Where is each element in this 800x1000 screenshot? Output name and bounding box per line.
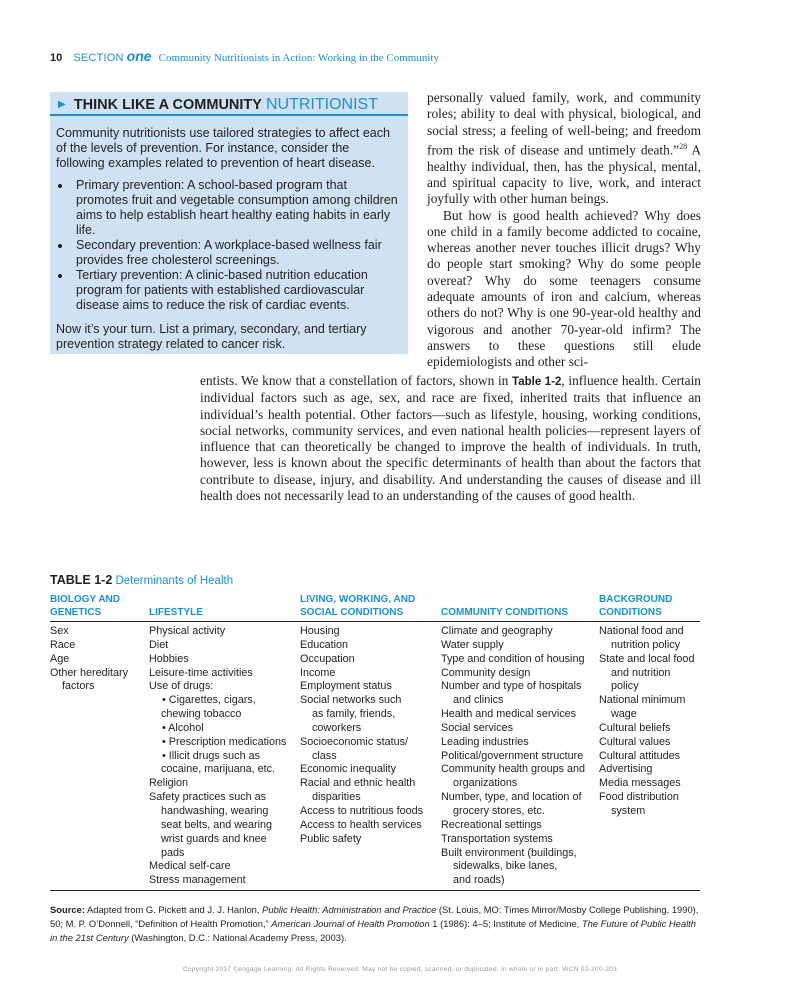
table-header-row (50, 591, 700, 622)
table-cell-line: Other hereditary (50, 666, 129, 679)
table-cell-line: Religion (149, 777, 189, 790)
think-like-box (50, 92, 408, 354)
source-label: Source: (50, 904, 85, 915)
table-cell-line: Transportation systems (441, 832, 553, 845)
box-bullet: • Secondary prevention: A workplace-based wellness fair provides free cholesterol screenings. (72, 238, 400, 268)
table-cell-line: Housing (300, 625, 340, 637)
table-cell-line: Cultural values (599, 735, 671, 748)
table-cell-line: grocery stores, etc. (453, 804, 545, 817)
table-cell-line: handwashing, wearing (161, 804, 269, 817)
table-cell-line: chewing tobacco (161, 708, 242, 721)
header-line: BIOLOGY AND (50, 594, 121, 605)
table-number: TABLE 1-2 (50, 573, 113, 587)
table-cell-line: Built environment (buildings, (441, 846, 577, 859)
table-cell-line: • Alcohol (162, 721, 204, 734)
table-cell-line: seat belts, and wearing (161, 818, 273, 831)
table-cell-line: Hobbies (149, 652, 189, 665)
table-cell-line: Cultural beliefs (599, 721, 671, 734)
table-cell-line: National food and (599, 625, 684, 637)
table-cell-line: Physical activity (149, 625, 226, 637)
table-cell-line: Access to nutritious foods (300, 804, 424, 817)
box-intro: Community nutritionists use tailored strategies to affect each of the levels of prevention. For instance, consider the following examples related to prevention of heart disease. (56, 126, 390, 170)
table-cell-line: nutrition policy (611, 638, 681, 651)
table-cell-line: Education (300, 638, 349, 651)
paragraph-4 (200, 373, 701, 504)
table-column (149, 625, 300, 888)
table-cell-line: Diet (149, 638, 169, 651)
footnote-ref: 28 (679, 141, 688, 151)
source-text: (St. Louis, MO: Times Mirror/Mosby College Publishing, 1990), 50; M. P. O’Donnell, “Definition of Health Promotion,” (50, 904, 699, 929)
table-cell-line: Water supply (441, 638, 504, 651)
source-title: American Journal of Health Promotion (271, 918, 430, 929)
table-cell-line: Social networks such (300, 694, 402, 707)
table-cell-line: and roads) (453, 874, 505, 887)
box-bullet-list (56, 178, 400, 313)
header-line: SOCIAL CONDITIONS (300, 607, 404, 618)
table-cell-line: Food distribution (599, 791, 679, 804)
table-cell-line: National minimum (599, 694, 686, 707)
table-caption (50, 573, 700, 587)
paragraph-1 (427, 90, 701, 208)
table-cell-line: Race (50, 638, 76, 651)
table-cell-line: wage (611, 708, 637, 721)
table-cell-line: State and local food (599, 652, 695, 665)
table-cell-line: Leading industries (441, 735, 529, 748)
table-cell-line: coworkers (312, 721, 362, 734)
table-cell-line: pads (161, 846, 185, 859)
box-title-bold: THINK LIKE A COMMUNITY (73, 97, 262, 113)
box-closing: Now it’s your turn. List a primary, secondary, and tertiary prevention strategy related to cancer risk. (56, 322, 367, 351)
table-cell-line: • Prescription medications (162, 735, 287, 748)
triangle-bullet-icon: ▶ (58, 99, 66, 110)
table-cell-line: wrist guards and knee (161, 832, 267, 845)
table-cell-line: Public safety (300, 832, 362, 845)
box-body (50, 116, 408, 352)
table-cell-line: Recreational settings (441, 818, 542, 831)
source-title: The Future of Public Health in the 21st Century (50, 918, 696, 943)
source-text: (Washington, D.C.: National Academy Press, 2003). (128, 932, 347, 943)
table-column (50, 625, 149, 888)
table-cell-line: Number, type, and location of (441, 791, 582, 804)
table-cell-line: class (312, 749, 337, 762)
header-line: GENETICS (50, 607, 102, 618)
table-cell-line: and nutrition (611, 666, 671, 679)
table-cell-line: Age (50, 652, 70, 665)
column-header (50, 593, 149, 619)
chapter-title: Community Nutritionists in Action: Working in the Community (158, 52, 439, 64)
table-cell-line: as family, friends, (312, 708, 396, 721)
table-cell-line: Occupation (300, 652, 355, 665)
table-cell-line: Number and type of hospitals (441, 680, 582, 693)
table-column (599, 625, 700, 888)
header-line: COMMUNITY CONDITIONS (441, 607, 569, 618)
box-title-light: NUTRITIONIST (265, 96, 378, 113)
body-text-wide (200, 373, 701, 504)
table-body (50, 622, 700, 891)
source-text: 1 (1986): 4–5; Institute of Medicine, (429, 918, 582, 929)
column-header (149, 606, 300, 619)
table-cell-line: • Cigarettes, cigars, (162, 694, 256, 707)
running-header (50, 48, 439, 64)
header-line: BACKGROUND (599, 594, 673, 605)
table-cell-line: Stress management (149, 874, 246, 887)
table-cell-line: and clinics (453, 694, 504, 707)
box-bullet: • Primary prevention: A school-based program that promotes fruit and vegetable consumption among children aims to help establish heart healthy eating habits in early life. (72, 178, 400, 238)
determinants-table (50, 573, 700, 891)
table-cell-line: Leisure-time activities (149, 666, 253, 679)
table-cell-line: Access to health services (300, 818, 422, 831)
table-cell-line: Safety practices such as (149, 791, 267, 804)
table-cell-line: Advertising (599, 763, 653, 776)
table-cell-line: Sex (50, 625, 69, 637)
table-cell-line: sidewalks, bike lanes, (453, 860, 558, 873)
table-cell-line: Type and condition of housing (441, 652, 585, 665)
table-cell-line: organizations (453, 777, 518, 790)
table-cell-line: • Illicit drugs such as (162, 749, 260, 762)
table-cell-line: Social services (441, 721, 514, 734)
table-cell-line: policy (611, 680, 639, 693)
section-label: SECTION (73, 52, 124, 64)
table-cell-line: Cultural attitudes (599, 749, 681, 762)
table-cell-line: Health and medical services (441, 708, 577, 721)
source-text: Adapted from G. Pickett and J. J. Hanlon, (84, 904, 263, 915)
table-cell-line: factors (62, 680, 95, 693)
paragraph-1-text: personally valued family, work, and community roles; ability to deal with physical, biological, and social stress; a feeling of well-being; and freedom from the risk of disease and untimely death.” (427, 90, 701, 158)
table-cell-line: Media messages (599, 777, 681, 790)
page-number: 10 (50, 52, 63, 64)
table-cell-line: Income (300, 666, 336, 679)
table-cell-line: Community health groups and (441, 763, 586, 776)
column-header (599, 593, 700, 619)
paragraph-2-text: A healthy individual, then, has the physical, mental, and spiritual capacity to live, work, and interact joyfully with other human beings. (427, 142, 701, 207)
table-cell-line: Political/government structure (441, 749, 584, 762)
box-bullet: • Tertiary prevention: A clinic-based nutrition education program for patients with established cardiovascular disease aims to reduce the risk of cardiac events. (72, 268, 400, 313)
body-text-right-column (427, 90, 701, 371)
table-title: Determinants of Health (115, 575, 234, 587)
table-cell-line: Use of drugs: (149, 680, 214, 693)
table-reference: Table 1-2 (512, 376, 562, 388)
table-cell-line: cocaine, marijuana, etc. (161, 763, 276, 776)
column-header (300, 593, 441, 619)
paragraph-3: But how is good health achieved? Why does one child in a family become addicted to cocaine, whereas another never touches illicit drugs? Why do people start smoking? Why do some people overeat? Why do some teenagers consume adequate amounts of iron and calcium, whereas others do not? Why is one 90-year-old healthy and vigorous and another 70-year-old infirm? The answers to these questions still elude epidemiologists and other sci- (427, 207, 701, 370)
header-line: LIFESTYLE (149, 607, 203, 618)
table-cell-line: Socioeconomic status/ (300, 735, 409, 748)
header-line: LIVING, WORKING, AND (300, 594, 416, 605)
table-cell-line: Economic inequality (300, 763, 397, 776)
section-word: one (126, 48, 152, 64)
header-line: CONDITIONS (599, 607, 662, 618)
paragraph-4-text: , influence health. Certain individual factors such as age, sex, and race are fixed, inherited traits that influence an individual’s health potential. Other factors—such as lifestyle, housing, working conditions, social networks, community services, and even national health policies—represent layers of influence that can theoretically be changed to improve the health of individuals. In truth, however, less is known about the specific determinants of health than about the factors that contribute to disease, injury, and disability. And understanding the causes of disease and ill health does not necessarily lead to an understanding of the causes of good health. (200, 373, 702, 504)
table-cell-line: disparities (312, 791, 361, 804)
table-cell-line: Racial and ethnic health (300, 777, 416, 790)
box-title (50, 92, 408, 116)
table-column (441, 625, 599, 888)
table-cell-line: Community design (441, 666, 531, 679)
column-header (441, 606, 599, 619)
paragraph-4-lead: entists. We know that a constellation of factors, shown in (200, 373, 513, 388)
copyright-notice: Copyright 2017 Cengage Learning. All Rights Reserved. May not be copied, scanned, or duplicated, in whole or in part. WCN 02-200-203 (182, 966, 618, 973)
table-cell-line: Climate and geography (441, 625, 553, 637)
table-cell-line: Medical self-care (149, 860, 231, 873)
table-cell-line: Employment status (300, 680, 392, 693)
table-column (300, 625, 441, 888)
source-title: Public Health: Administration and Practice (262, 904, 437, 915)
table-cell-line: system (611, 804, 646, 817)
table-source-note (50, 903, 700, 945)
